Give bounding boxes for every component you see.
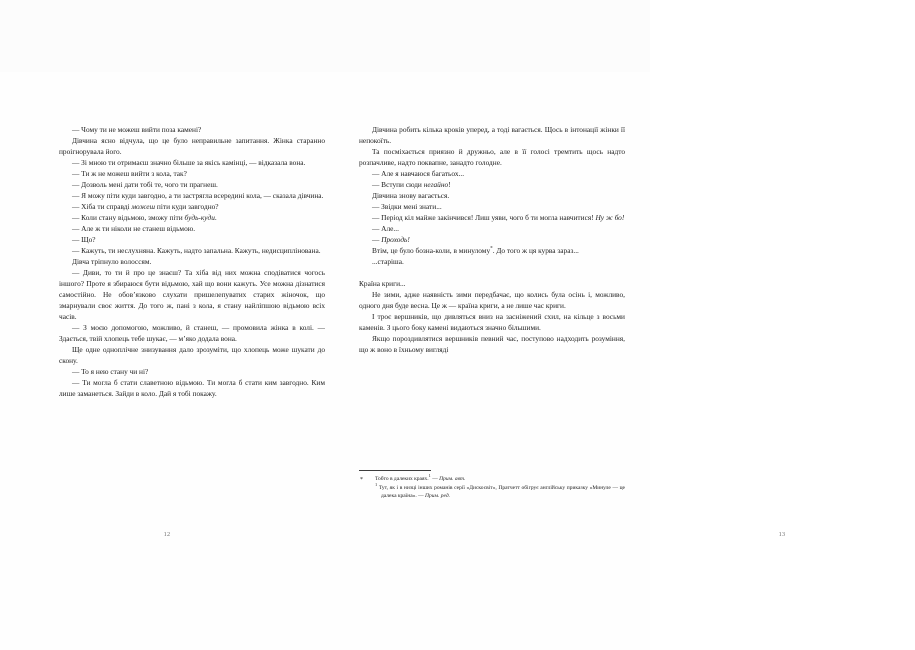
body-paragraph <box>59 179 325 190</box>
body-paragraph <box>359 146 625 168</box>
body-paragraph <box>359 256 625 267</box>
page-right <box>325 0 786 650</box>
text-run: — Вступи сюди <box>372 180 424 190</box>
footnote-separator-rule <box>359 470 431 471</box>
body-paragraph <box>59 322 325 344</box>
text-run: — Коли стану відьмою, зможу піти <box>72 213 185 223</box>
body-paragraph <box>59 234 325 245</box>
text-run: — Але... <box>372 224 399 234</box>
text-run: . <box>214 213 217 223</box>
text-run: І троє вершників, що дивляться вниз на засніжений схил, на кільце з восьми каменів. З цього боку камені видаються значно більшими. <box>359 312 625 333</box>
body-paragraph <box>359 190 625 201</box>
body-paragraph <box>59 212 325 223</box>
body-paragraph <box>59 201 325 212</box>
body-paragraph <box>359 124 625 146</box>
text-run: — Дозволь мені дати тобі те, чого ти прагнеш. <box>72 180 218 190</box>
footnote-symbol: * <box>360 476 363 483</box>
text-run: Тобто в далеких краях. <box>375 476 429 482</box>
text-run: — Період кіл майже закінчився! Лиш уяви, чого б ти могла навчитися! <box>372 213 596 223</box>
footnote-entry <box>359 473 625 484</box>
body-paragraph <box>59 157 325 168</box>
body-paragraph <box>59 223 325 234</box>
text-run: — Але я навчаюся багатьох... <box>372 169 465 179</box>
italic-run: Ну ж бо! <box>595 213 625 223</box>
body-paragraph <box>59 245 325 256</box>
body-paragraph <box>59 135 325 157</box>
text-run: Втім, це було бозна-коли, в минулому <box>372 246 491 256</box>
body-paragraph <box>359 179 625 190</box>
body-paragraph <box>59 168 325 179</box>
italic-run: Проходь! <box>381 235 410 245</box>
body-paragraph <box>359 168 625 179</box>
footnote-number: 1 <box>375 482 378 488</box>
text-run: Дівча тріпнуло волоссям. <box>72 257 152 267</box>
text-run: — <box>430 476 440 482</box>
text-run: ! <box>448 180 451 190</box>
body-paragraph <box>59 377 325 399</box>
text-run: Дівчина робить кілька кроків уперед, а тоді вагається. Щось в інтонації жінки її непокоїть. <box>359 125 625 146</box>
text-run: Дівчина знову вагається. <box>372 191 450 201</box>
italic-run: негайно <box>423 180 449 190</box>
text-run: — Але ж ти ніколи не станеш відьмою. <box>72 224 196 234</box>
left-page-text-block <box>59 124 325 399</box>
text-run: — Диви, то ти й про це знаєш? Та хіба від них можна сподіватися чогось іншого? Проте я збираюся бути відьмою, хай що вони кажуть. Усе можна дізнатися самостійно. Не обов’язково слухати пришелепуватих старих жіночок, що змарнували своє життя. До того ж, пані з кола, я стану найліпшою відьмою всіх часів. <box>59 268 325 322</box>
text-run: ...старіша. <box>372 257 404 267</box>
text-run: — То я нею стану чи ні? <box>72 367 149 377</box>
body-paragraph <box>359 201 625 212</box>
text-run: — Хіба ти справді <box>72 202 132 212</box>
text-run: — Ти могла б стати славетною відьмою. Ти могла б стати ким завгодно. Ким лише заманеться. Зайди в коло. Дай я тобі покажу. <box>59 378 325 399</box>
text-run: — Що? <box>72 235 96 245</box>
body-paragraph <box>59 267 325 322</box>
body-paragraph <box>59 124 325 135</box>
body-paragraph <box>359 289 625 311</box>
body-paragraph <box>359 311 625 333</box>
body-paragraph <box>359 333 625 355</box>
text-run: Та посміхається приязно й дружньо, але в її голосі тремтить щось надто розпачливе, надто поквапне, занадто голодне. <box>359 147 625 168</box>
text-run: піти куди завгодно? <box>155 202 219 212</box>
text-run: Ще одне одноплічне знизування дало зрозуміти, що хлопець може шукати до скону. <box>59 345 325 366</box>
body-paragraph <box>359 245 625 256</box>
right-page-text-block <box>359 124 625 355</box>
text-run: . До того ж ця курва зараз... <box>492 246 579 256</box>
page-number-left: 12 <box>163 531 171 538</box>
footnote-area <box>359 470 625 500</box>
page-number-right: 13 <box>778 531 786 538</box>
text-run: — Я можу піти куди завгодно, а ти застрягла всередині кола, — сказала дівчина. <box>72 191 324 201</box>
italic-run: будь-куди <box>184 213 215 223</box>
body-paragraph <box>359 212 625 223</box>
page-left <box>0 0 325 650</box>
text-run: — З моєю допомогою, можливо, й станеш, — промовила жінка в колі. — Здається, твій хлопець тебе шукає, — м’яко додала вона. <box>59 323 325 344</box>
footnote-marker: * <box>490 245 493 252</box>
italic-run: Прим. авт. <box>439 476 466 482</box>
text-run: — <box>372 235 382 245</box>
italic-run: можеш <box>131 202 156 212</box>
body-paragraph <box>359 234 625 245</box>
body-paragraph <box>359 278 625 289</box>
text-run: Дівчина ясно відчула, що це було неправильне запитання. Жінка старанно проігнорувала його. <box>59 136 325 157</box>
text-run: — Кажуть, ти неслухняна. Кажуть, надто запальна. Кажуть, недисциплінована. <box>72 246 321 256</box>
paragraph-spacer <box>359 267 625 278</box>
body-paragraph <box>59 256 325 267</box>
footnote-list <box>359 473 625 500</box>
text-run: — Ти ж не можеш вийти з кола, так? <box>72 169 187 179</box>
text-run: — Чому ти не можеш вийти поза камені? <box>72 125 202 134</box>
text-run: Якщо пороздивлятися вершників певний час, поступово надходить розуміння, що ж воно в їхньому вигляді <box>359 334 625 355</box>
text-run: Не зими, адже наявність зими передбачає, що колись була осінь і, можливо, одного дня буде весна. Це ж — країна криги, а не лише час криги. <box>359 290 625 311</box>
body-paragraph <box>59 344 325 366</box>
body-paragraph <box>59 366 325 377</box>
text-run: — Звідки мені знати... <box>372 202 442 212</box>
text-run: Тут, як і в низці інших романів серії «Дискосвіт», Пратчетт обігрує англійську приказку «Минуле — це далека країна». — <box>377 485 625 499</box>
text-run: Країна криги... <box>359 279 406 289</box>
text-run: — Зі мною ти отримаєш значно більше за якісь камінці, — відказала вона. <box>72 158 306 168</box>
body-paragraph <box>359 223 625 234</box>
italic-run: Прим. ред. <box>425 492 450 499</box>
body-paragraph <box>59 190 325 201</box>
footnote-reference-number: 1 <box>428 473 431 479</box>
footnote-entry <box>359 482 625 500</box>
